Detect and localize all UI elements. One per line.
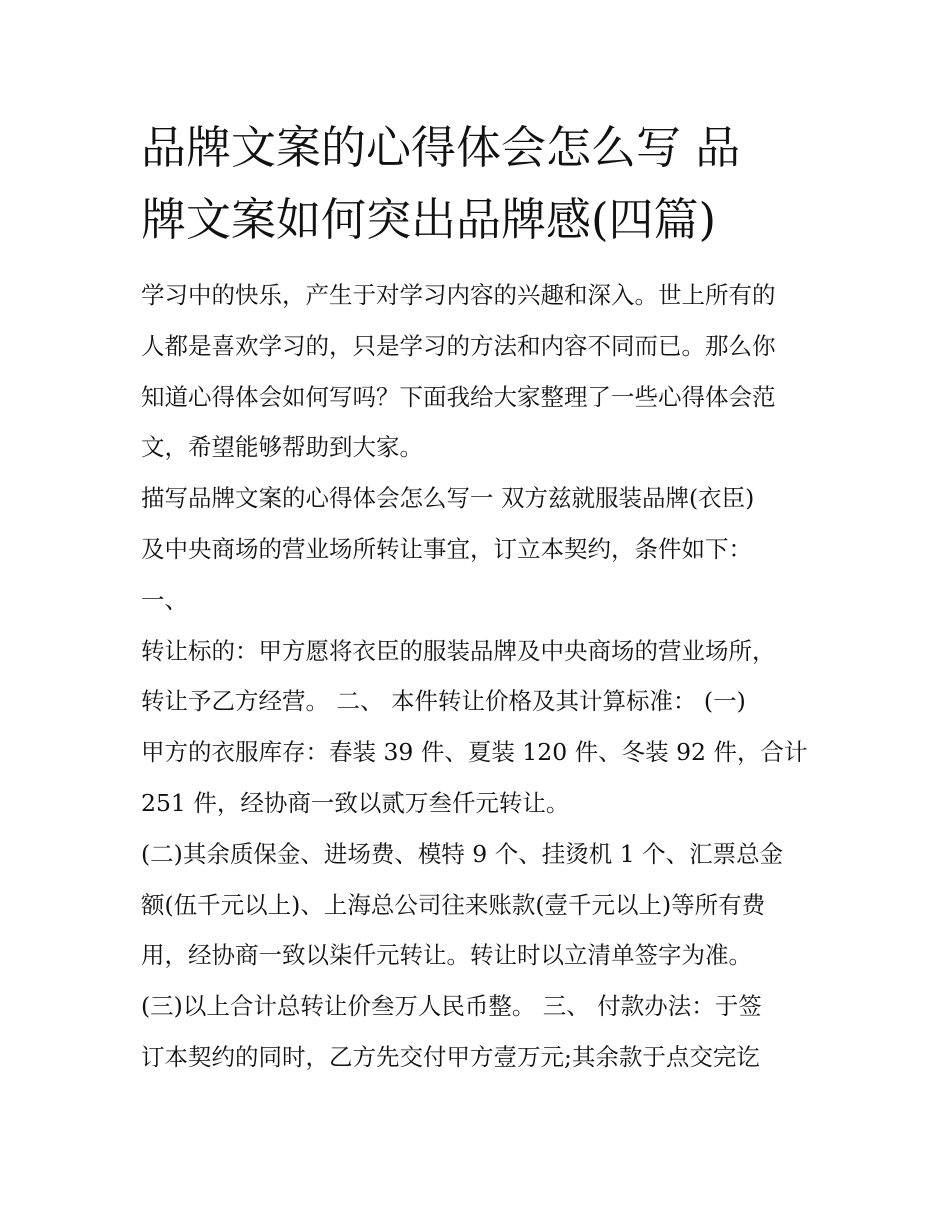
body-line: 及中央商场的营业场所转让事宜，订立本契约，条件如下： bbox=[141, 534, 752, 563]
body-line: 文，希望能够帮助到大家。 bbox=[141, 433, 423, 462]
body-line: 订本契约的同时，乙方先交付甲方壹万元;其余款于点交完讫 bbox=[141, 1042, 760, 1071]
body-line: 251 件，经协商一致以贰万叁仟元转让。 bbox=[141, 788, 570, 817]
body-line: 一、 bbox=[141, 585, 188, 614]
body-line: 人都是喜欢学习的，只是学习的方法和内容不同而已。那么你 bbox=[141, 331, 776, 360]
body-line: 额(伍千元以上)、上海总公司往来账款(壹千元以上)等所有费 bbox=[141, 890, 766, 919]
title-line: 牌文案如何突出品牌感(四篇) bbox=[141, 193, 717, 246]
body-line: (二)其余质保金、进场费、模特 9 个、挂烫机 1 个、汇票总金 bbox=[141, 839, 784, 868]
body-line: (三)以上合计总转让价叁万人民币整。 三、 付款办法：于签 bbox=[141, 992, 762, 1021]
body-line: 学习中的快乐，产生于对学习内容的兴趣和深入。世上所有的 bbox=[141, 281, 776, 309]
body-line: 用，经协商一致以柒仟元转让。转让时以立清单签字为准。 bbox=[141, 941, 752, 970]
body-line: 知道心得体会如何写吗？下面我给大家整理了一些心得体会范 bbox=[141, 382, 776, 411]
body-line: 转让标的：甲方愿将衣臣的服装品牌及中央商场的营业场所， bbox=[141, 636, 776, 665]
body-line: 描写品牌文案的心得体会怎么写一 双方兹就服装品牌(衣臣) bbox=[141, 484, 755, 513]
body-line: 转让予乙方经营。 二、 本件转让价格及其计算标准： (一) bbox=[141, 687, 746, 716]
body-line: 甲方的衣服库存：春装 39 件、夏装 120 件、冬装 92 件，合计 bbox=[141, 738, 808, 767]
document-page bbox=[141, 112, 811, 1083]
document-title bbox=[141, 112, 811, 256]
title-line: 品牌文案的心得体会怎么写 品 bbox=[141, 121, 741, 174]
document-body bbox=[141, 270, 811, 1083]
